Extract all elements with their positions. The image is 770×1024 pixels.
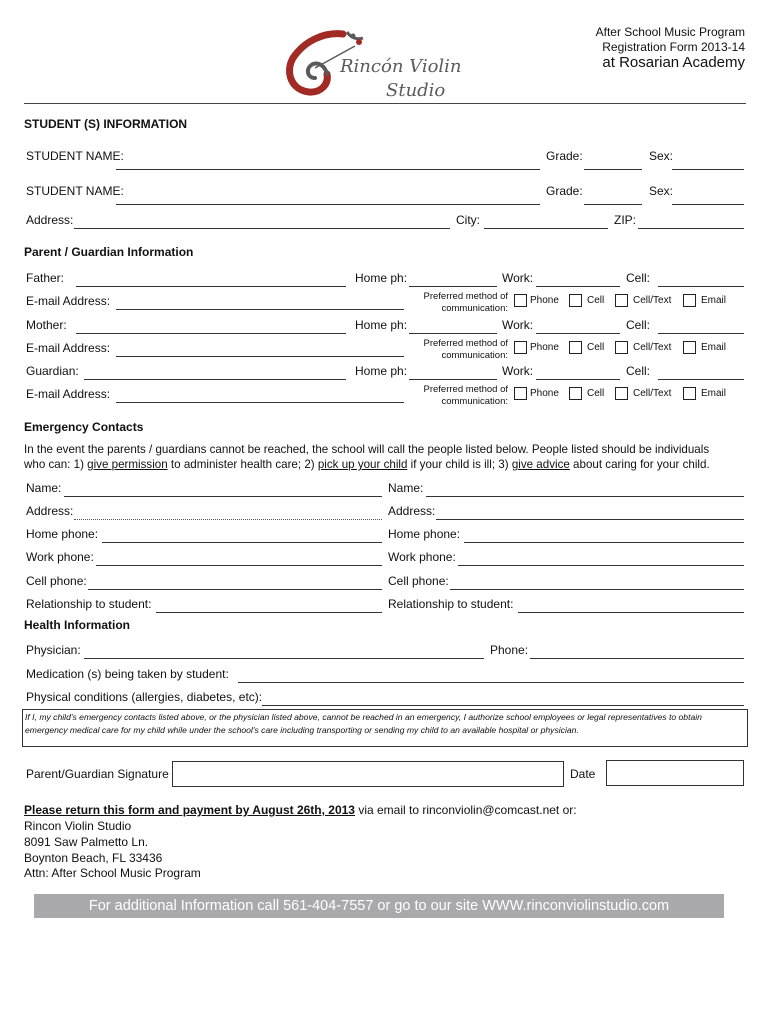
header-divider (24, 103, 746, 104)
return-address-line3: Boynton Beach, FL 33436 (24, 851, 163, 865)
phone-checkbox[interactable] (514, 341, 527, 354)
student-name-label-2: STUDENT NAME: (26, 184, 124, 198)
contact1-address-field[interactable] (74, 519, 382, 520)
phone-option-label: Phone (530, 295, 559, 306)
contact2-work-phone-label: Work phone: (388, 550, 456, 564)
contact1-work-phone-field[interactable] (96, 565, 382, 566)
signature-field[interactable] (172, 761, 564, 787)
emergency-section-title: Emergency Contacts (24, 420, 144, 434)
conditions-label: Physical conditions (allergies, diabetes, etc): (26, 690, 263, 704)
email-label: E-mail Address: (26, 387, 111, 401)
contact2-name-label: Name: (388, 481, 424, 495)
email-checkbox[interactable] (683, 341, 696, 354)
cell-text-option-label: Cell/Text (633, 295, 672, 306)
contact2-name-field[interactable] (426, 496, 744, 497)
pref-method-label: Preferred method of communication: (423, 291, 508, 314)
physician-label: Physician: (26, 643, 81, 657)
contact2-address-label: Address: (388, 504, 436, 518)
sex-label-1: Sex: (649, 149, 674, 163)
form-title-line3: at Rosarian Academy (602, 54, 745, 71)
address-label: Address: (26, 213, 74, 227)
consent-box (22, 709, 748, 747)
brand-subtitle: Studio (386, 80, 446, 101)
emergency-intro-line1: In the event the parents / guardians cannot be reached, the school will call the people listed below. People listed should be individuals (24, 443, 710, 456)
home-ph-field[interactable] (409, 286, 497, 287)
cell-option-label: Cell (587, 388, 605, 399)
cell-checkbox[interactable] (569, 387, 582, 400)
sex-field-1[interactable] (672, 169, 744, 170)
email-label: E-mail Address: (26, 341, 111, 355)
contact1-name-field[interactable] (64, 496, 382, 497)
city-field[interactable] (484, 228, 608, 229)
parent-section-title: Parent / Guardian Information (24, 245, 194, 259)
city-label: City: (456, 213, 480, 227)
work-label: Work: (502, 271, 534, 285)
home-ph-field[interactable] (409, 379, 497, 380)
phone-checkbox[interactable] (514, 387, 527, 400)
contact1-home-phone-field[interactable] (102, 542, 382, 543)
contact2-relationship-label: Relationship to student: (388, 597, 514, 611)
medication-field[interactable] (238, 682, 744, 683)
home-ph-field[interactable] (409, 333, 497, 334)
return-address-line1: Rincon Violin Studio (24, 819, 132, 833)
signature-label: Parent/Guardian Signature (26, 767, 169, 781)
contact2-cell-phone-field[interactable] (450, 589, 744, 590)
email-label: E-mail Address: (26, 294, 111, 308)
father-label: Father: (26, 271, 65, 285)
medication-label: Medication (s) being taken by student: (26, 667, 229, 681)
cell-field[interactable] (658, 333, 744, 334)
email-field[interactable] (116, 309, 404, 310)
contact2-relationship-field[interactable] (518, 612, 744, 613)
work-field[interactable] (536, 333, 620, 334)
cell-checkbox[interactable] (569, 341, 582, 354)
form-title-line2: Registration Form 2013-14 (602, 40, 745, 54)
phone-checkbox[interactable] (514, 294, 527, 307)
student-name-field-1[interactable] (116, 169, 540, 170)
zip-label: ZIP: (614, 213, 637, 227)
cell-text-checkbox[interactable] (615, 341, 628, 354)
student-name-field-2[interactable] (116, 204, 540, 205)
cell-option-label: Cell (587, 295, 605, 306)
grade-field-2[interactable] (584, 204, 642, 205)
phone-option-label: Phone (530, 388, 559, 399)
contact-banner: For additional Information call 561-404-7557 or go to our site WWW.rinconviolinstudio.com (34, 894, 724, 918)
contact2-home-phone-field[interactable] (464, 542, 744, 543)
cell-text-checkbox[interactable] (615, 387, 628, 400)
work-field[interactable] (536, 286, 620, 287)
student-section-title: STUDENT (S) INFORMATION (24, 117, 188, 131)
cell-field[interactable] (658, 286, 744, 287)
contact2-address-field[interactable] (436, 519, 744, 520)
cell-checkbox[interactable] (569, 294, 582, 307)
work-label: Work: (502, 318, 534, 332)
work-label: Work: (502, 364, 534, 378)
mother-field[interactable] (76, 333, 346, 334)
email-field[interactable] (116, 402, 404, 403)
cell-label: Cell: (626, 271, 651, 285)
email-option-label: Email (701, 295, 727, 306)
cell-field[interactable] (658, 379, 744, 380)
home-ph-label: Home ph: (355, 364, 408, 378)
email-option-label: Email (701, 342, 727, 353)
sex-field-2[interactable] (672, 204, 744, 205)
grade-field-1[interactable] (584, 169, 642, 170)
cell-label: Cell: (626, 364, 651, 378)
brand-name: Rincón Violin (340, 56, 462, 77)
contact1-name-label: Name: (26, 481, 62, 495)
return-address-line4: Attn: After School Music Program (24, 866, 201, 880)
pref-method-label: Preferred method of communication: (423, 338, 508, 361)
contact1-cell-phone-field[interactable] (88, 589, 382, 590)
physician-phone-field[interactable] (530, 658, 744, 659)
grade-label-2: Grade: (546, 184, 583, 198)
contact2-home-phone-label: Home phone: (388, 527, 461, 541)
cell-text-checkbox[interactable] (615, 294, 628, 307)
consent-text-line2: emergency medical care for my child while under the school's care including transporting or sending my child to an available hospital or physician. (25, 725, 579, 735)
email-option-label: Email (701, 388, 727, 399)
student-name-label-1: STUDENT NAME: (26, 149, 124, 163)
date-label: Date (570, 767, 596, 781)
emergency-intro-line2: who can: 1) give permission to administer health care; 2) pick up your child if your child is ill; 3) give advice about caring for your child. (24, 458, 710, 471)
contact1-relationship-field[interactable] (156, 612, 382, 613)
physician-phone-label: Phone: (490, 643, 529, 657)
home-ph-label: Home ph: (355, 271, 408, 285)
form-title-line1: After School Music Program (595, 25, 745, 39)
cell-option-label: Cell (587, 342, 605, 353)
work-field[interactable] (536, 379, 620, 380)
father-field[interactable] (76, 286, 346, 287)
conditions-field[interactable] (262, 705, 744, 706)
email-field[interactable] (116, 356, 404, 357)
contact2-work-phone-field[interactable] (458, 565, 744, 566)
grade-label-1: Grade: (546, 149, 583, 163)
cell-text-option-label: Cell/Text (633, 342, 672, 353)
health-section-title: Health Information (24, 618, 131, 632)
home-ph-label: Home ph: (355, 318, 408, 332)
contact1-relationship-label: Relationship to student: (26, 597, 152, 611)
contact2-cell-phone-label: Cell phone: (388, 574, 449, 588)
contact1-work-phone-label: Work phone: (26, 550, 94, 564)
return-address-line2: 8091 Saw Palmetto Ln. (24, 835, 149, 849)
return-instructions: Please return this form and payment by August 26th, 2013 via email to rinconviolin@comcast.net or: (24, 803, 577, 817)
consent-text-line1: If I, my child's emergency contacts listed above, or the physician listed above, cannot be reached in an emergency, I authorize school employees or legal representatives to obtain (25, 712, 702, 722)
date-field[interactable] (606, 760, 744, 786)
sex-label-2: Sex: (649, 184, 674, 198)
contact1-address-label: Address: (26, 504, 74, 518)
guardian-field[interactable] (84, 379, 346, 380)
mother-label: Mother: (26, 318, 67, 332)
physician-field[interactable] (84, 658, 484, 659)
cell-text-option-label: Cell/Text (633, 388, 672, 399)
address-field[interactable] (74, 228, 450, 229)
phone-option-label: Phone (530, 342, 559, 353)
email-checkbox[interactable] (683, 387, 696, 400)
cell-label: Cell: (626, 318, 651, 332)
guardian-label: Guardian: (26, 364, 79, 378)
zip-field[interactable] (638, 228, 744, 229)
email-checkbox[interactable] (683, 294, 696, 307)
contact1-cell-phone-label: Cell phone: (26, 574, 87, 588)
pref-method-label: Preferred method of communication: (423, 384, 508, 407)
contact1-home-phone-label: Home phone: (26, 527, 99, 541)
